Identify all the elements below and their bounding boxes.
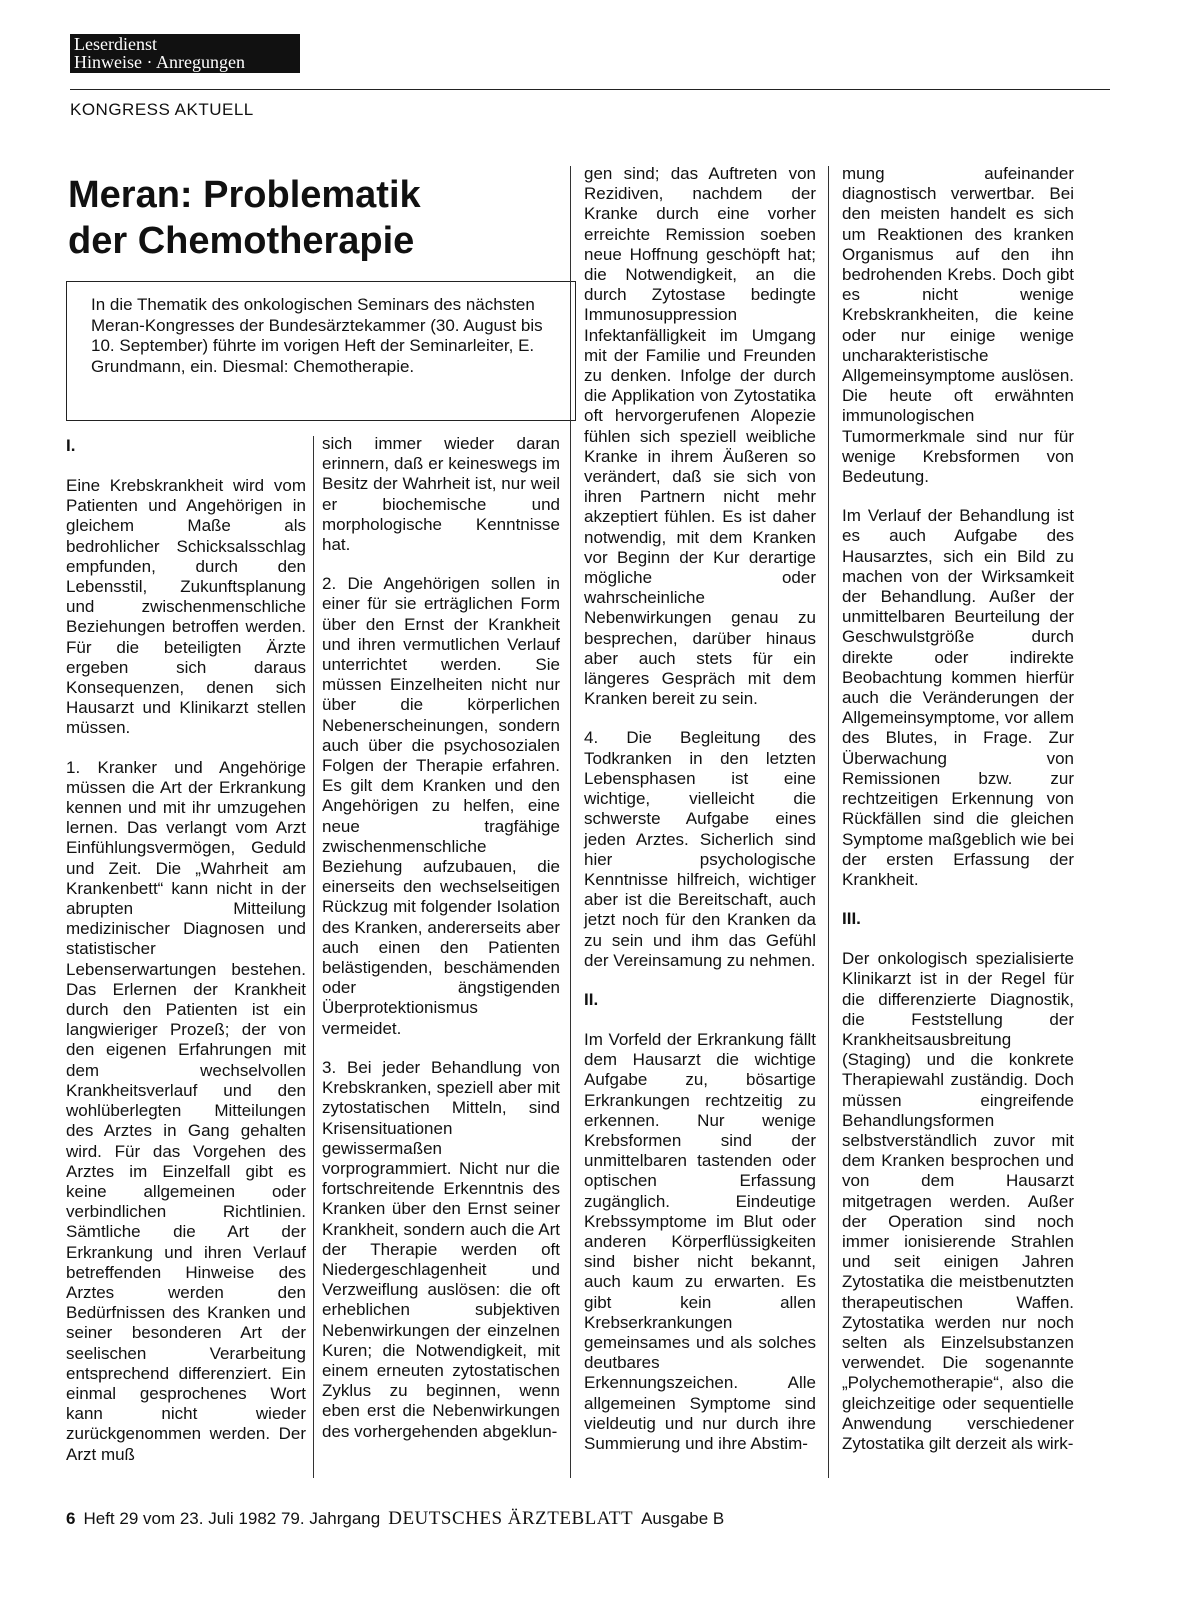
article-headline: [68, 172, 588, 264]
paragraph: Eine Krebskrankheit wird vom Patienten und Angehörigen in gleichem Maße als bedrohlicher Schicksalsschlag empfunden, durch den Lebensstil, Zukunftsplanung und zwischenmenschliche Beziehungen betroffen werden. Für die beteiligten Ärzte ergeben sich daraus Konsequenzen, denen sich Hausarzt und Klinikarzt stellen müssen.: [66, 476, 306, 738]
rubric-line-2: Hinweise · Anregungen: [74, 52, 245, 72]
paragraph: 2. Die Angehörigen sollen in einer für sie erträglichen Form über den Ernst der Krankheit und ihren vermutlichen Verlauf unterrichtet werden. Sie müssen Einzelheiten nicht nur über die körperlichen Nebenerscheinungen, sondern auch über die psychosozialen Folgen der Therapie erfahren. Es gilt dem Kranken und den Angehörigen zu helfen, eine neue tragfähige zwischenmenschliche Beziehung aufzubauen, die einerseits den wechselseitigen Rückzug mit folgender Isolation des Kranken, andererseits aber auch einen den Patienten belästigenden, beschämenden oder ängstigenden Überprotektionismus vermeidet.: [322, 574, 560, 1038]
section-label: KONGRESS AKTUELL: [70, 100, 254, 119]
paragraph: Im Vorfeld der Erkrankung fällt dem Hausarzt die wichtige Aufgabe zu, bösartige Erkrankungen rechtzeitig zu erkennen. Nur wenige Krebsformen sind der unmittelbaren tastenden oder optischen Erfassung zugänglich. Eindeutige Krebssymptome im Blut oder anderen Körperflüssigkeiten sind bisher nicht bekannt, auch kaum zu erwarten. Es gibt kein allen Krebserkrankungen gemeinsames und als solches deutbares Erkennungszeichen. Alle allgemeinen Symptome sind vieldeutig und nur durch ihre Summierung und ihre Abstim-: [584, 1029, 816, 1453]
section-heading-3: III.: [842, 909, 861, 929]
issue-info: Heft 29 vom 23. Juli 1982 79. Jahrgang: [83, 1509, 381, 1528]
paragraph: sich immer wieder daran erinnern, daß er keineswegs im Besitz der Wahrheit ist, nur weil er biochemische und morphologische Kenntnisse hat.: [322, 434, 560, 555]
paragraph: gen sind; das Auftreten von Rezidiven, nachdem der Kranke durch eine vorher erreichte Remission soeben neue Hoffnung geschöpft hat; die Notwendigkeit, an die durch Zytostase bedingte Immunosuppression Infektanfälligkeit im Umgang mit der Familie und Freunden zu denken. Infolge der durch die Applikation von Zytostatika oft hervorgerufenen Alopezie fühlen sich speziell weibliche Kranke in ihrem Äußeren so verändert, daß sie sich von ihren Partnern nicht mehr akzeptiert fühlen. Es ist daher notwendig, mit dem Kranken vor Beginn der Kur derartige mögliche oder wahrscheinliche Nebenwirkungen genau zu besprechen, darüber hinaus aber auch stets für ein längeres Gespräch mit dem Kranken bereit zu sein.: [584, 164, 816, 709]
section-rubric-badge: [70, 34, 300, 73]
page-footer: [66, 1508, 732, 1530]
edition-label: Ausgabe B: [641, 1509, 725, 1528]
paragraph: 4. Die Begleitung des Todkranken in den letzten Lebensphasen ist eine wichtige, vielleicht die schwerste Aufgabe eines jeden Arztes. Sicherlich sind hier psychologische Kenntnisse hilfreich, wichtiger aber ist die Bereitschaft, auch jetzt noch für den Kranken da zu sein und ihm das Gefühl der Vereinsamung zu nehmen.: [584, 728, 816, 970]
section-heading-1: I.: [66, 436, 76, 455]
header-rule: [70, 89, 1110, 90]
section-heading-2: II.: [584, 989, 599, 1009]
journal-name: DEUTSCHES ÄRZTEBLATT: [388, 1508, 634, 1529]
paragraph: 1. Kranker und Angehörige müssen die Art der Erkrankung kennen und mit ihr umzugehen lernen. Das verlangt vom Arzt Einfühlungsvermögen, Geduld und Zeit. Die „Wahrheit am Krankenbett“ kann nicht in der abrupten Mitteilung medizinischer Diagnosen und statistischer Lebenserwartungen bestehen. Das Erlernen der Krankheit durch den Patienten ist ein langwieriger Prozeß; der von den eigenen Erfahrungen mit dem wechselvollen Krankheitsverlauf und den wohlüberlegten Mitteilungen des Arztes in Gang gehalten wird. Für das Vorgehen des Arztes im Einzelfall gibt es keine allgemeinen oder verbindlichen Richtlinien. Sämtliche die Art der Erkrankung und ihren Verlauf betreffenden Hinweise des Arztes werden den Bedürfnissen des Kranken und seiner besonderen Art der seelischen Verarbeitung entsprechend differenziert. Ein einmal gesprochenes Wort kann nicht wieder zurückgenommen werden. Der Arzt muß: [66, 757, 306, 1464]
headline-line-2: der Chemotherapie: [68, 220, 415, 262]
text-column-2: [322, 434, 560, 1461]
column-divider: [570, 166, 571, 1478]
intro-text: In die Thematik des onkologischen Seminars des nächsten Meran-Kongresses der Bundesärztekammer (30. August bis 10. September) führte im vorigen Heft der Seminarleiter, E. Grundmann, ein. Diesmal: Chemotherapie.: [91, 295, 543, 376]
text-column-4: [842, 164, 1074, 1473]
intro-box: [66, 281, 576, 421]
text-column-1: [66, 436, 306, 1484]
paragraph: Der onkologisch spezialisierte Klinikarzt ist in der Regel für die differenzierte Diagnostik, die Feststellung der Krankheitsausbreitung (Staging) und die konkrete Therapiewahl zuständig. Doch müssen eingreifende Behandlungsformen selbstverständlich zuvor mit dem Kranken besprochen und von dem Hausarzt mitgetragen werden. Außer der Operation sind noch immer ionisierende Strahlen und seit einigen Jahren Zytostatika die meistbenutzten therapeutischen Waffen. Zytostatika werden nur noch selten als Einzelsubstanzen verwendet. Die sogenannte „Polychemotherapie“, also die gleichzeitige oder sequentielle Anwendung verschiedener Zytostatika gilt derzeit als wirk-: [842, 949, 1074, 1453]
headline-line-1: Meran: Problematik: [68, 174, 421, 216]
paragraph: Im Verlauf der Behandlung ist es auch Aufgabe des Hausarztes, sich ein Bild zu machen von der Wirksamkeit der Behandlung. Außer der unmittelbaren Beurteilung der Geschwulstgröße durch direkte oder indirekte Beobachtung kommen hierfür auch die Veränderungen der Allgemeinsymptome, vor allem des Blutes, in Frage. Zur Überwachung von Remissionen bzw. zur rechtzeitigen Erkennung von Rückfällen sind die gleichen Symptome maßgeblich wie bei der ersten Erfassung der Krankheit.: [842, 506, 1074, 889]
column-divider: [828, 166, 829, 1478]
paragraph: 3. Bei jeder Behandlung von Krebskranken, speziell aber mit zytostatischen Mitteln, sind Krisensituationen gewissermaßen vorprogrammiert. Nicht nur die fortschreitende Erkenntnis des Kranken über den Ernst seiner Krankheit, sondern auch die Art der Therapie werden oft Niedergeschlagenheit und Verzweiflung auslösen: die oft erheblichen subjektiven Nebenwirkungen der einzelnen Kuren; die Notwendigkeit, mit einem erneuten zytostatischen Zyklus zu beginnen, wenn eben erst die Nebenwirkungen des vorhergehenden abgeklun-: [322, 1057, 560, 1441]
column-divider: [313, 436, 314, 1478]
paragraph: mung aufeinander diagnostisch verwertbar. Bei den meisten handelt es sich um Reaktionen des kranken Organismus auf den ihn bedrohenden Krebs. Doch gibt es nicht wenige Krebskrankheiten, die keine oder nur einige wenige uncharakteristische Allgemeinsymptome auslösen. Die heute oft erwähnten immunologischen Tumormerkmale sind nur für wenige Krebsformen von Bedeutung.: [842, 164, 1074, 487]
text-column-3: [584, 164, 816, 1473]
rubric-line-1: Leserdienst: [74, 34, 157, 54]
page-number: 6: [66, 1509, 76, 1528]
